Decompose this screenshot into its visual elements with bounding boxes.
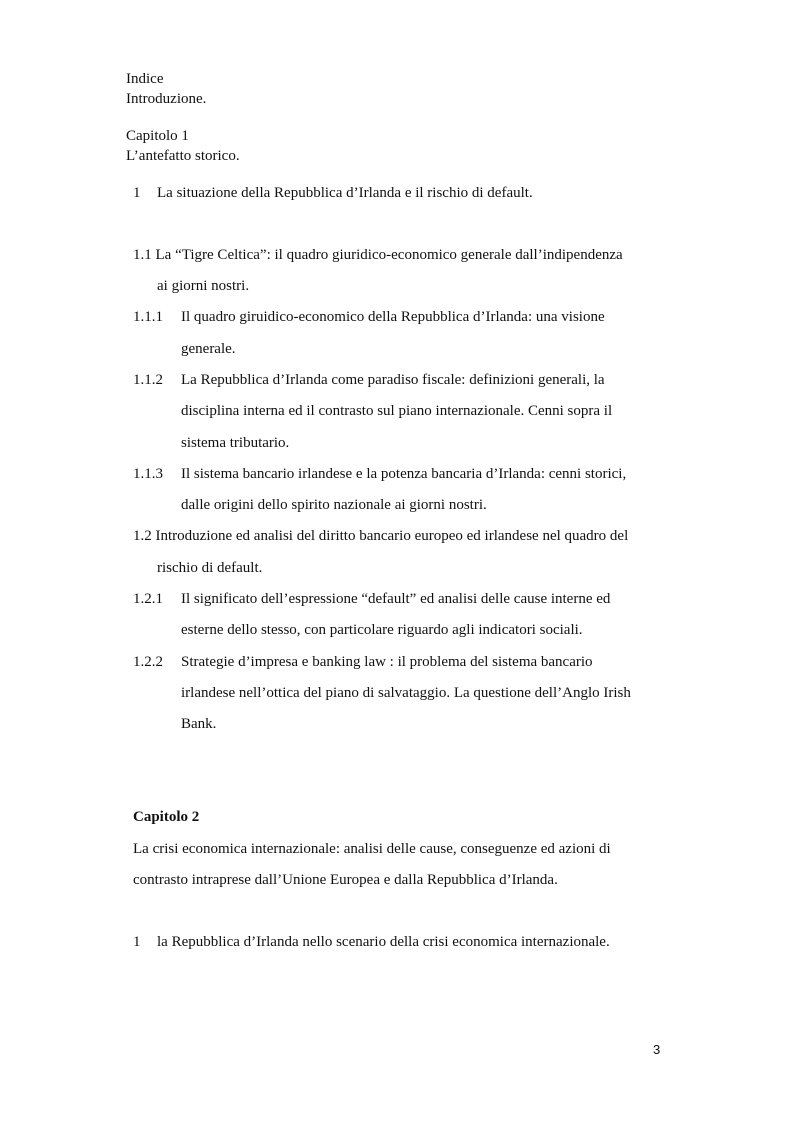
- entry-number: 1.1.3: [133, 466, 163, 482]
- entry-text-continued: dalle origini dello spirito nazionale ai giorni nostri.: [181, 497, 487, 513]
- entry-text: La situazione della Repubblica d’Irlanda e il rischio di default.: [157, 185, 533, 201]
- entry-text: Il quadro giruidico-economico della Repubblica d’Irlanda: una visione: [181, 309, 605, 325]
- entry-number: 1.2.2: [133, 654, 163, 670]
- entry-text: La Repubblica d’Irlanda come paradiso fiscale: definizioni generali, la: [181, 372, 605, 388]
- entry-text: Strategie d’impresa e banking law : il problema del sistema bancario: [181, 654, 593, 670]
- entry-number: 1.1.2: [133, 372, 163, 388]
- chapter-1-title: L’antefatto storico.: [126, 148, 240, 164]
- chapter-1-label: Capitolo 1: [126, 128, 189, 144]
- chapter-2-label: Capitolo 2: [133, 809, 200, 825]
- entry-text-continued: esterne dello stesso, con particolare riguardo agli indicatori sociali.: [181, 622, 583, 638]
- entry-text: la Repubblica d’Irlanda nello scenario della crisi economica internazionale.: [157, 934, 610, 950]
- entry-text: Il sistema bancario irlandese e la potenza bancaria d’Irlanda: cenni storici,: [181, 466, 627, 482]
- entry-text-continued: rischio di default.: [157, 560, 263, 576]
- entry-number: 1.2.1: [133, 591, 163, 607]
- entry-text: Il significato dell’espressione “default” ed analisi delle cause interne ed: [181, 591, 611, 607]
- entry-number: 1.1.1: [133, 309, 163, 325]
- chapter-2-title: La crisi economica internazionale: analisi delle cause, conseguenze ed azioni di: [133, 841, 611, 857]
- entry-text-continued: generale.: [181, 341, 236, 357]
- entry-text: 1.1 La “Tigre Celtica”: il quadro giuridico-economico generale dall’indipendenza: [133, 247, 623, 263]
- entry-text-continued: ai giorni nostri.: [157, 278, 250, 294]
- entry-number: 1: [133, 185, 141, 201]
- entry-text-continued: disciplina interna ed il contrasto sul piano internazionale. Cenni sopra il: [181, 403, 613, 419]
- entry-number: 1: [133, 934, 141, 950]
- entry-text-continued: Bank.: [181, 716, 217, 732]
- entry-text-continued: irlandese nell’ottica del piano di salvataggio. La questione dell’Anglo Irish: [181, 685, 631, 701]
- intro-entry: Introduzione.: [126, 91, 207, 107]
- page-number: 3: [653, 1042, 661, 1057]
- entry-text-continued: sistema tributario.: [181, 435, 290, 451]
- toc-heading: Indice: [126, 71, 164, 87]
- entry-text: 1.2 Introduzione ed analisi del diritto bancario europeo ed irlandese nel quadro del: [133, 528, 629, 544]
- chapter-2-title-continued: contrasto intraprese dall’Unione Europea e dalla Repubblica d’Irlanda.: [133, 872, 558, 888]
